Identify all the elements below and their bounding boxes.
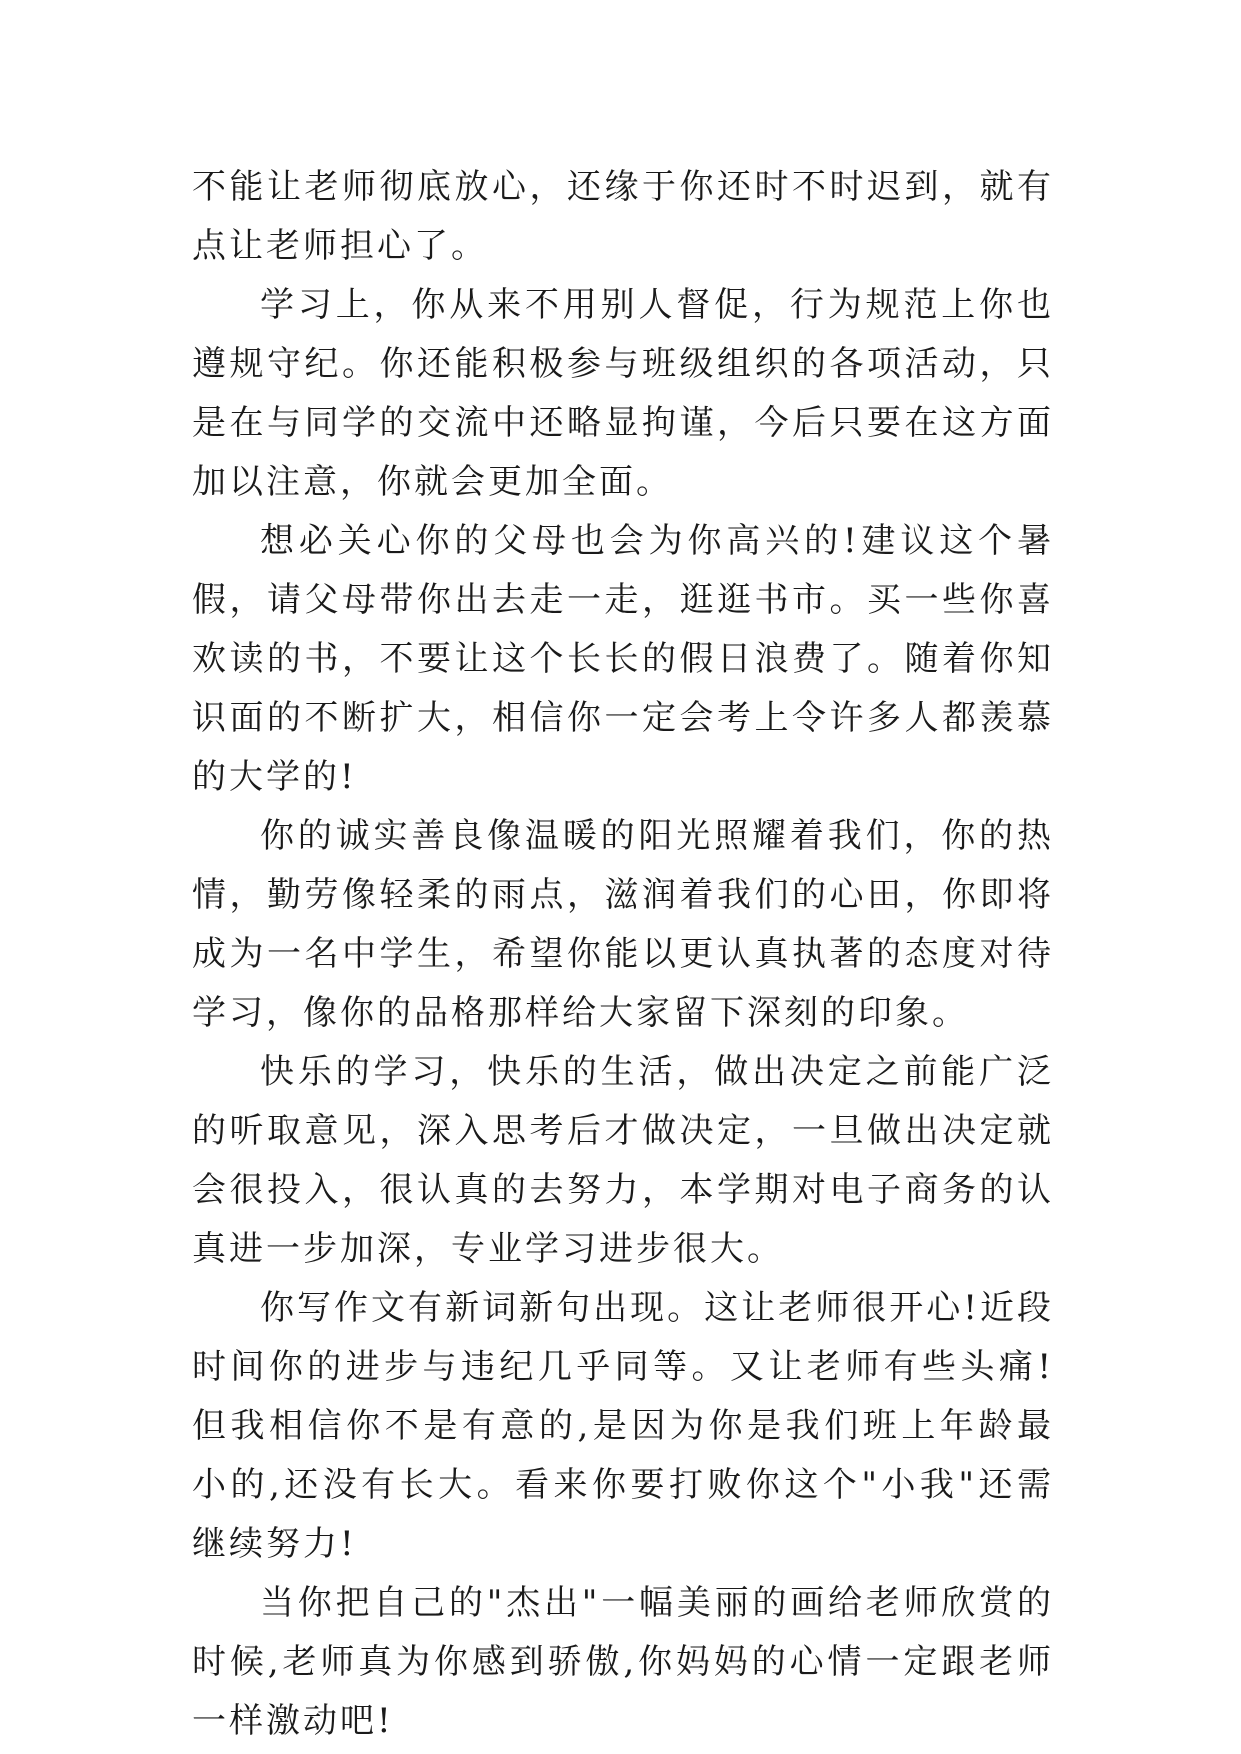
paragraph-5: 快乐的学习，快乐的生活，做出决定之前能广泛的听取意见，深入思考后才做决定，一旦做出决定就会很投入，很认真的去努力，本学期对电子商务的认真进一步加深，专业学习进步很大。 [192,1052,1054,1269]
document-body [192,158,1054,1751]
paragraph-1: 不能让老师彻底放心，还缘于你还时不时迟到，就有点让老师担心了。 [192,167,1054,266]
paragraph-2: 学习上，你从来不用别人督促，行为规范上你也遵规守纪。你还能积极参与班级组织的各项活动，只是在与同学的交流中还略显拘谨，今后只要在这方面加以注意，你就会更加全面。 [192,285,1054,502]
paragraph-3: 想必关心你的父母也会为你高兴的!建议这个暑假，请父母带你出去走一走，逛逛书市。买一些你喜欢读的书，不要让这个长长的假日浪费了。随着你知识面的不断扩大，相信你一定会考上令许多人都羡慕的大学的! [192,521,1054,797]
paragraph-6: 你写作文有新词新句出现。这让老师很开心!近段时间你的进步与违纪几乎同等。又让老师有些头痛!但我相信你不是有意的,是因为你是我们班上年龄最小的,还没有长大。看来你要打败你这个"小我"还需继续努力! [192,1288,1054,1564]
paragraph-7: 当你把自己的"杰出"一幅美丽的画给老师欣赏的时候,老师真为你感到骄傲,你妈妈的心情一定跟老师一样激动吧! [192,1583,1054,1741]
paragraph-4: 你的诚实善良像温暖的阳光照耀着我们，你的热情，勤劳像轻柔的雨点，滋润着我们的心田，你即将成为一名中学生，希望你能以更认真执著的态度对待学习，像你的品格那样给大家留下深刻的印象。 [192,816,1054,1033]
